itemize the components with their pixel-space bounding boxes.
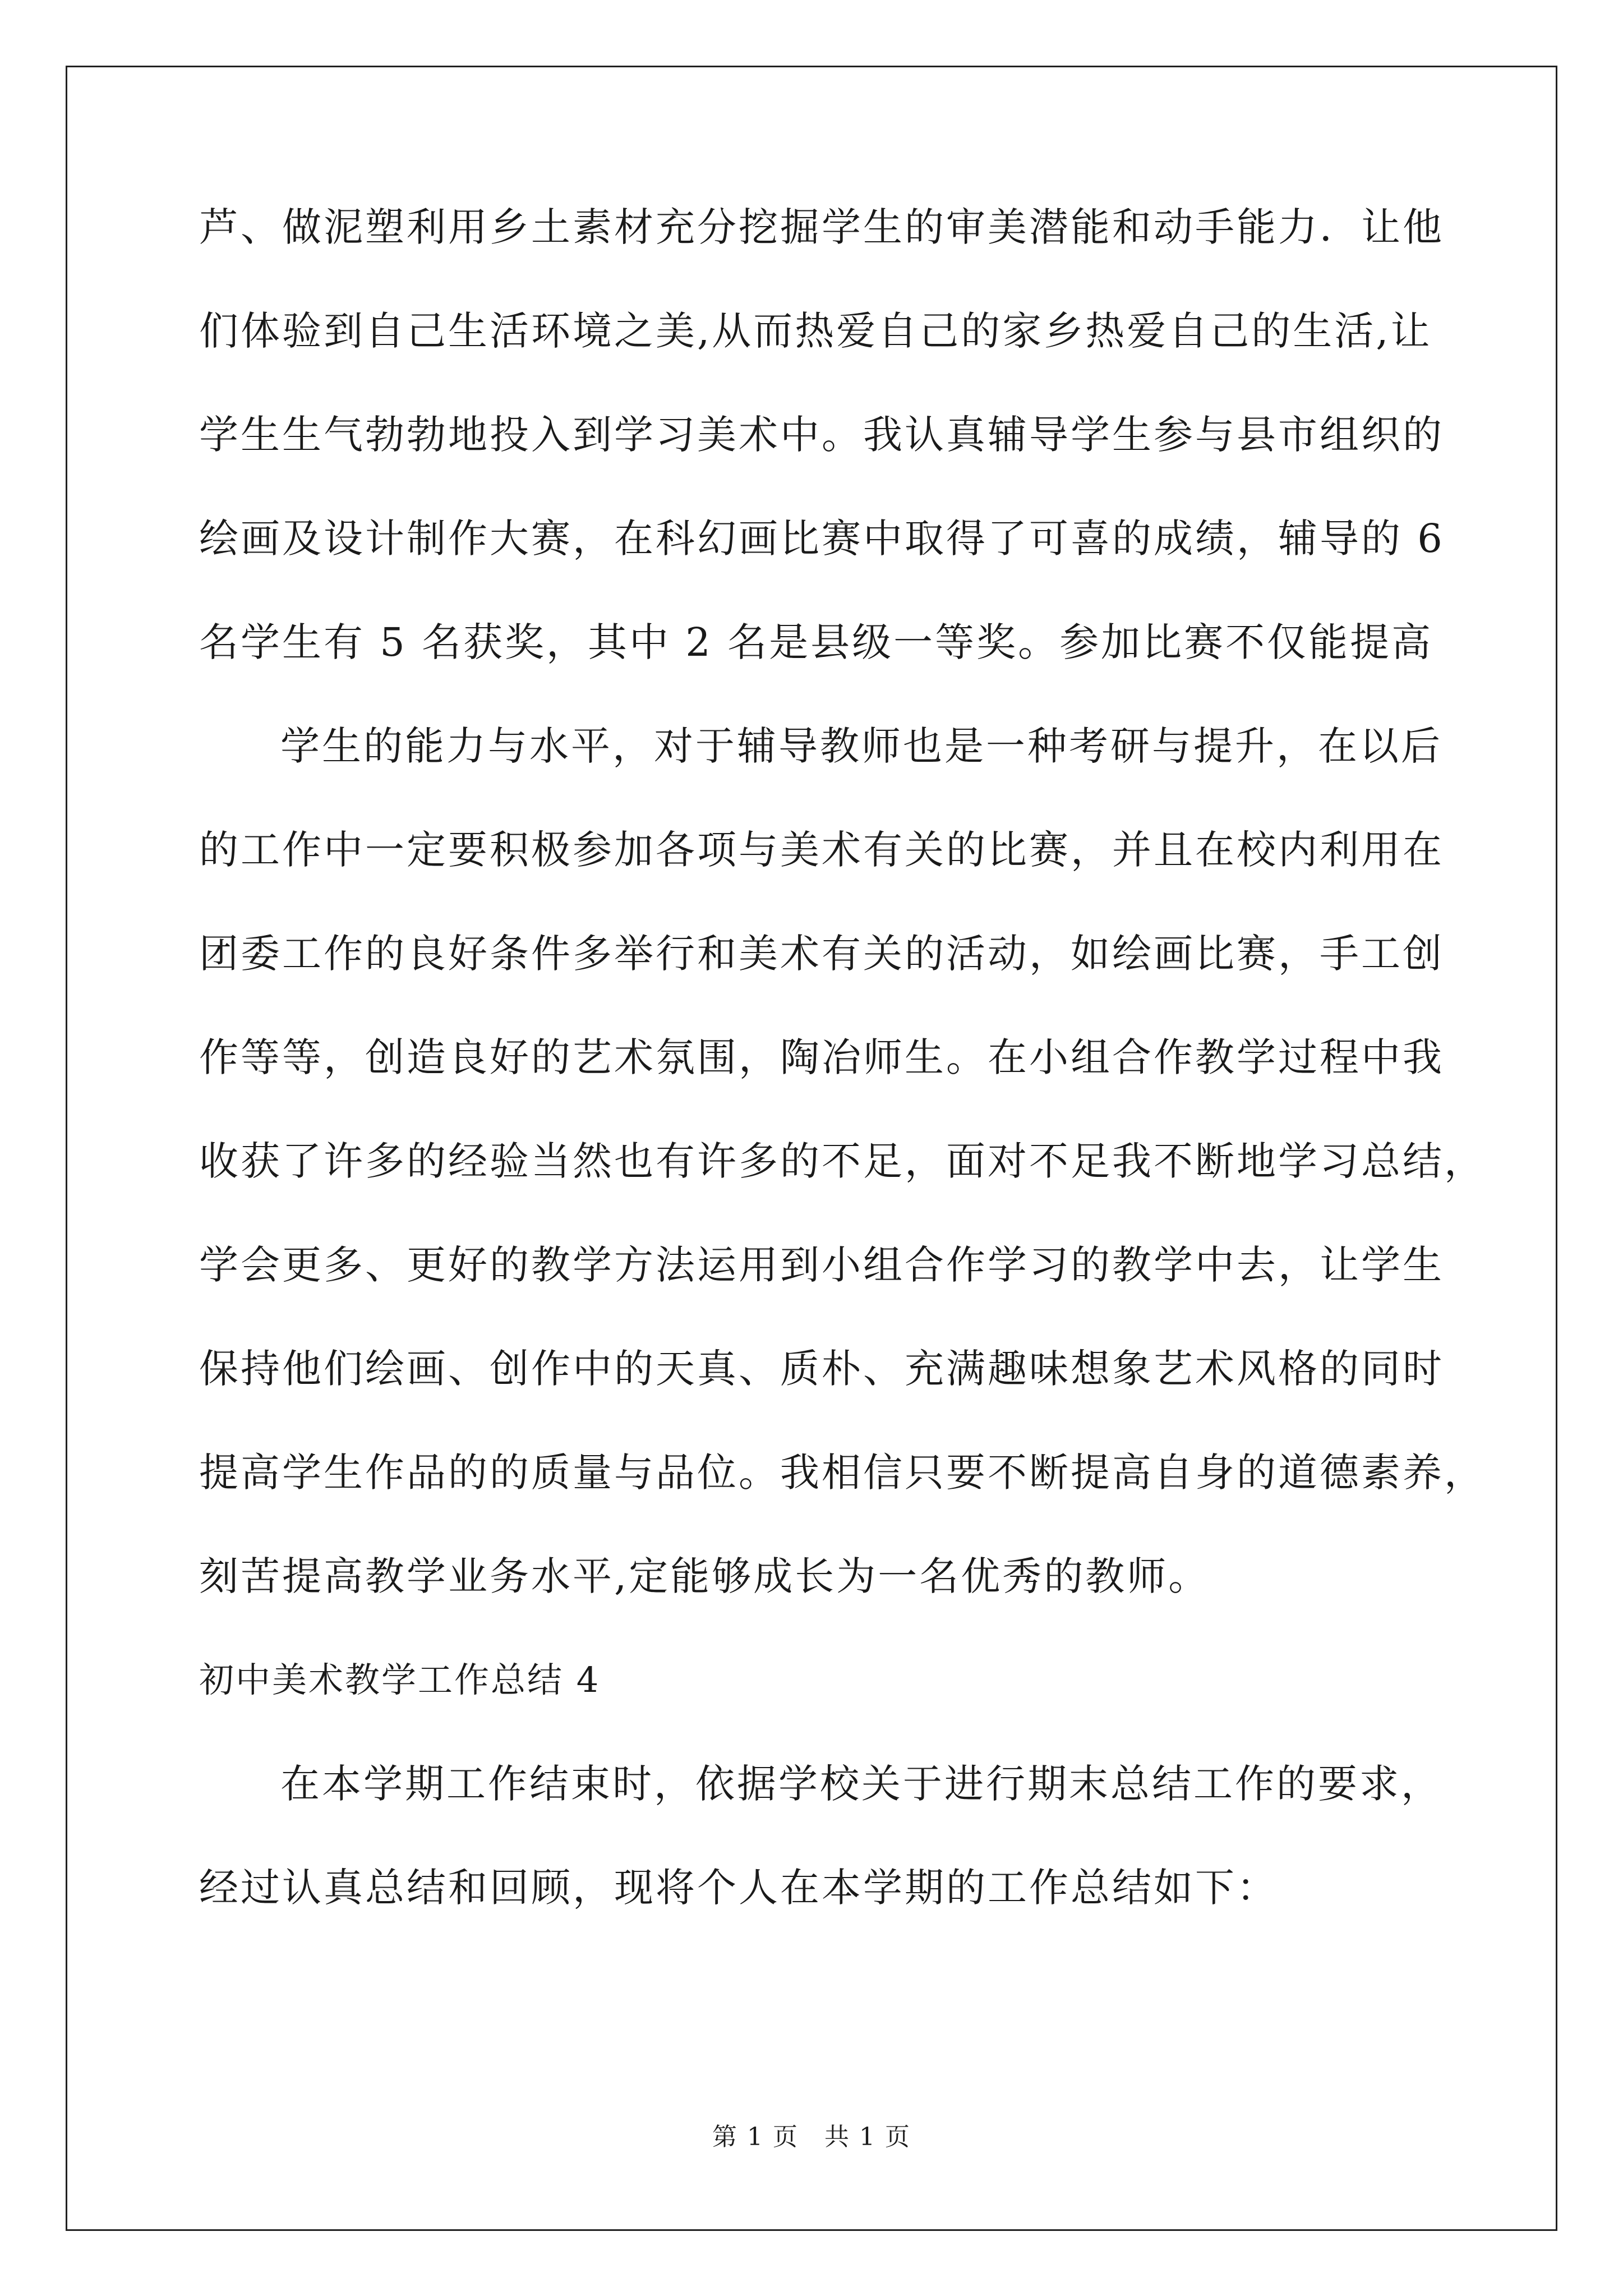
paragraph-line: 绘画及设计制作大赛，在科幻画比赛中取得了可喜的成绩，辅导的 6 [199,516,1445,562]
page-number-footer: 第 1 页 共 1 页 [712,2123,911,2151]
paragraph-line: 的工作中一定要积极参加各项与美术有关的比赛，并且在校内利用在 [199,827,1444,873]
paragraph-line: 在本学期工作结束时，依据学校关于进行期末总结工作的要求， [280,1761,1442,1807]
paragraph-line: 学会更多、更好的教学方法运用到小组合作学习的教学中去，让学生 [199,1242,1444,1288]
paragraph-line: 刻苦提高教学业务水平,定能够成长为一名优秀的教师。 [199,1553,1210,1599]
paragraph-line: 们体验到自己生活环境之美,从而热爱自己的家乡热爱自己的生活,让 [199,308,1432,354]
paragraph-line: 芦、做泥塑利用乡土素材充分挖掘学生的审美潜能和动手能力．让他 [199,204,1444,250]
paragraph-line: 学生生气勃勃地投入到学习美术中。我认真辅导学生参与县市组织的 [199,412,1444,458]
paragraph-line: 经过认真总结和回顾，现将个人在本学期的工作总结如下： [199,1865,1278,1911]
paragraph-line: 收获了许多的经验当然也有许多的不足，面对不足我不断地学习总结， [199,1138,1486,1184]
paragraph-line: 名学生有 5 名获奖，其中 2 名是县级一等奖。参加比赛不仅能提高 [199,619,1433,665]
paragraph-line: 学生的能力与水平，对于辅导教师也是一种考研与提升，在以后 [280,723,1442,769]
document-body [199,204,1486,1972]
paragraph-line: 作等等，创造良好的艺术氛围，陶冶师生。在小组合作教学过程中我 [199,1034,1444,1080]
section-heading: 初中美术教学工作总结 4 [199,1659,601,1700]
paragraph-line: 提高学生作品的的质量与品位。我相信只要不断提高自身的道德素养， [199,1450,1486,1496]
paragraph-line: 保持他们绘画、创作中的天真、质朴、充满趣味想象艺术风格的同时 [199,1346,1444,1392]
paragraph-line: 团委工作的良好条件多举行和美术有关的活动，如绘画比赛，手工创 [199,931,1444,977]
